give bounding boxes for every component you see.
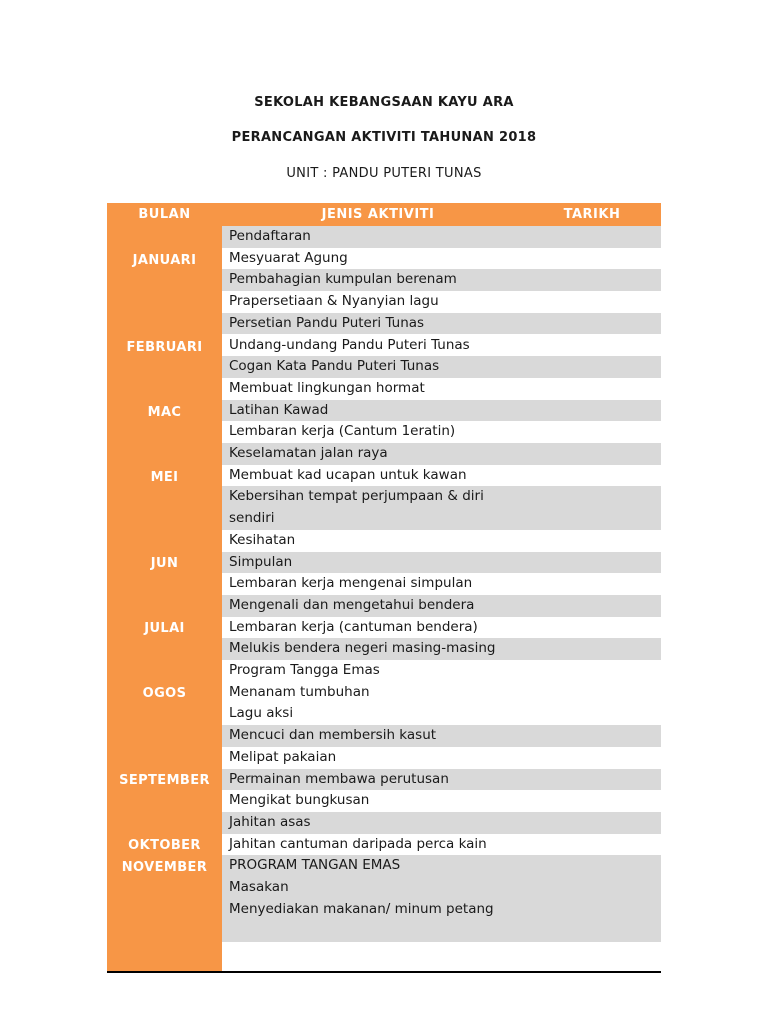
activity-cell: Lembaran kerja mengenai simpulan bbox=[229, 575, 473, 592]
table-row bbox=[222, 248, 661, 270]
table-row bbox=[222, 790, 661, 812]
table-row bbox=[222, 335, 661, 357]
activity-cell: Latihan Kawad bbox=[229, 401, 329, 418]
table-row bbox=[222, 769, 661, 791]
activity-cell: Membuat kad ucapan untuk kawan bbox=[229, 466, 467, 483]
activity-cell: Menyediakan makanan/ minum petang bbox=[229, 900, 494, 917]
school-title: SEKOLAH KEBANGSAAN KAYU ARA bbox=[254, 95, 514, 110]
activity-cell: Pembahagian kumpulan berenam bbox=[229, 271, 457, 288]
table-row bbox=[222, 356, 661, 378]
activity-cell: Prapersetiaan & Nyanyian lagu bbox=[229, 293, 439, 310]
activity-cell: Menanam tumbuhan bbox=[229, 683, 370, 700]
activity-cell: Permainan membawa perutusan bbox=[229, 770, 449, 787]
table-row bbox=[222, 725, 661, 747]
activity-cell: Jahitan cantuman daripada perca kain bbox=[229, 835, 487, 852]
table-row bbox=[222, 595, 661, 617]
table-row bbox=[222, 617, 661, 639]
table-row bbox=[222, 747, 661, 769]
activity-cell: Persetian Pandu Puteri Tunas bbox=[229, 314, 425, 331]
plan-title: PERANCANGAN AKTIVITI TAHUNAN 2018 bbox=[231, 130, 537, 145]
month-label: JUN bbox=[150, 556, 179, 571]
table-row bbox=[222, 486, 661, 529]
table-row bbox=[222, 378, 661, 400]
activity-cell: Jahitan asas bbox=[229, 813, 311, 830]
month-label: NOVEMBER bbox=[121, 860, 208, 875]
table-row bbox=[222, 834, 661, 856]
table-row bbox=[222, 573, 661, 595]
activity-cell: Lembaran kerja (cantuman bendera) bbox=[229, 618, 478, 635]
activity-cell: Mencuci dan membersih kasut bbox=[229, 727, 437, 744]
table-row bbox=[222, 530, 661, 552]
table-row bbox=[222, 552, 661, 574]
table-row bbox=[222, 682, 661, 704]
month-label: FEBRUARI bbox=[126, 340, 203, 355]
activity-cell: Melipat pakaian bbox=[229, 748, 337, 765]
activity-cell: Simpulan bbox=[229, 553, 293, 570]
month-label: OGOS bbox=[142, 686, 187, 701]
activity-cell: Kesihatan bbox=[229, 531, 296, 548]
activity-cell: Membuat lingkungan hormat bbox=[229, 379, 425, 396]
activity-cell: Lagu aksi bbox=[229, 705, 294, 722]
table-row bbox=[222, 638, 661, 660]
table-row bbox=[222, 421, 661, 443]
table-row bbox=[222, 855, 661, 942]
activity-rows bbox=[222, 226, 661, 973]
table-row bbox=[222, 660, 661, 682]
column-header-bulan: BULAN bbox=[138, 207, 191, 222]
activity-cell: Masakan bbox=[229, 878, 289, 895]
activity-cell: PROGRAM TANGAN EMAS bbox=[229, 857, 401, 874]
table-row bbox=[222, 226, 661, 248]
activity-cell: Kebersihan tempat perjumpaan & diri sendiri bbox=[229, 488, 484, 527]
activity-cell: Program Tangga Emas bbox=[229, 662, 380, 678]
table-row bbox=[222, 465, 661, 487]
activity-cell: Mengenali dan mengetahui bendera bbox=[229, 596, 475, 613]
month-label: MAC bbox=[147, 405, 182, 420]
table-bottom-border bbox=[107, 971, 661, 973]
activity-cell: Cogan Kata Pandu Puteri Tunas bbox=[229, 358, 440, 375]
activity-cell: Mesyuarat Agung bbox=[229, 249, 348, 266]
month-label: OKTOBER bbox=[128, 838, 201, 853]
column-header-tarikh: TARIKH bbox=[563, 207, 621, 222]
table-header bbox=[107, 203, 661, 226]
activity-cell: Undang-undang Pandu Puteri Tunas bbox=[229, 336, 470, 353]
month-column bbox=[107, 226, 222, 973]
table-row bbox=[222, 291, 661, 313]
month-label: JANUARI bbox=[132, 253, 197, 268]
table-row bbox=[222, 400, 661, 422]
table-row bbox=[222, 269, 661, 291]
activity-cell: Keselamatan jalan raya bbox=[229, 445, 388, 461]
activity-table bbox=[107, 203, 661, 973]
table-row bbox=[222, 703, 661, 725]
table-row bbox=[222, 812, 661, 834]
column-header-jenis-aktiviti: JENIS AKTIVITI bbox=[321, 207, 435, 222]
month-label: JULAI bbox=[144, 621, 185, 636]
month-label: MEI bbox=[150, 470, 179, 485]
activity-cell: Pendaftaran bbox=[229, 228, 311, 244]
table-row bbox=[222, 443, 661, 465]
unit-title: UNIT : PANDU PUTERI TUNAS bbox=[286, 166, 482, 181]
activity-cell: Mengikat bungkusan bbox=[229, 792, 370, 809]
activity-cell: Lembaran kerja (Cantum 1eratin) bbox=[229, 423, 456, 440]
activity-cell: Melukis bendera negeri masing-masing bbox=[229, 640, 496, 657]
table-row bbox=[222, 313, 661, 335]
month-label: SEPTEMBER bbox=[119, 773, 210, 788]
